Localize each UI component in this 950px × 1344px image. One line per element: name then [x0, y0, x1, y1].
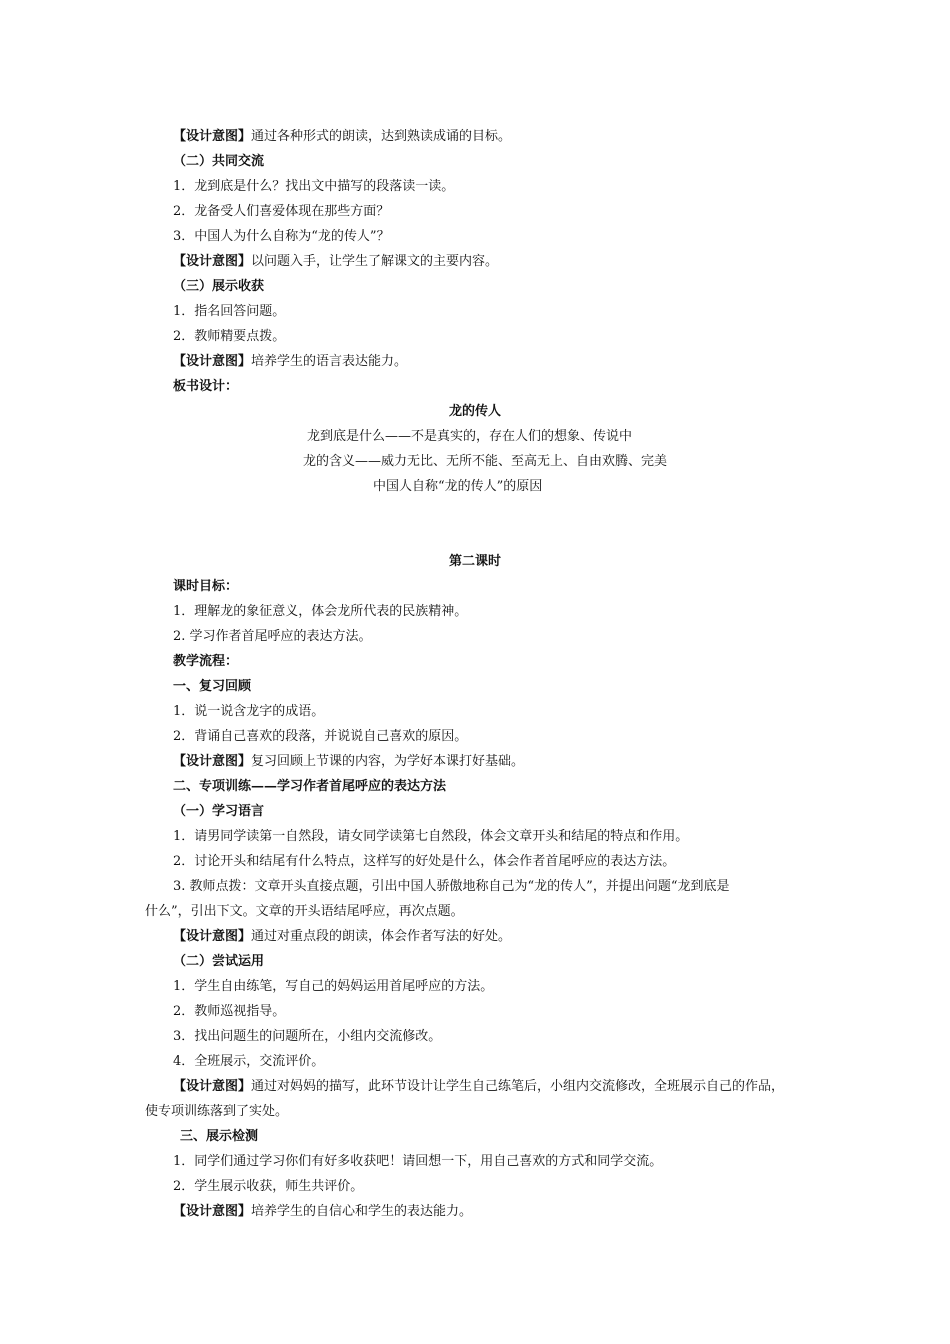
flow-label: 教学流程： [173, 654, 239, 669]
board-line: 龙的含义——威力无比、无所不能、至高无上、自由欢腾、完美 [303, 454, 668, 469]
design-intent-text: 以问题入手，让学生了解课文的主要内容。 [251, 254, 499, 269]
board-line: 中国人自称“龙的传人”的原因 [373, 479, 543, 494]
design-intent-paragraph [173, 353, 407, 371]
design-intent-label: 【设计意图】 [173, 354, 252, 369]
section-heading: （二）共同交流 [173, 154, 265, 169]
list-item: 4．全班展示，交流评价。 [173, 1054, 325, 1069]
subsection-heading: （一）学习语言 [173, 804, 265, 819]
goals-label: 课时目标： [173, 579, 239, 594]
list-item-continuation: 什么”，引出下文。文章的开头语结尾呼应，再次点题。 [145, 904, 464, 919]
design-intent-label: 【设计意图】 [173, 754, 252, 769]
list-item: 1．指名回答问题。 [173, 304, 286, 319]
design-intent-paragraph [173, 928, 511, 946]
lesson-title: 第二课时 [448, 554, 501, 569]
list-item: 2．背诵自己喜欢的段落，并说说自己喜欢的原因。 [173, 729, 468, 744]
goal-item: 1．理解龙的象征意义，体会龙所代表的民族精神。 [173, 604, 468, 619]
list-item: 1．请男同学读第一自然段，请女同学读第七自然段，体会文章开头和结尾的特点和作用。 [173, 829, 689, 844]
list-item: 1．说一说含龙字的成语。 [173, 704, 325, 719]
design-intent-label: 【设计意图】 [173, 929, 252, 944]
list-item: 3．中国人为什么自称为“龙的传人”？ [173, 229, 390, 244]
design-intent-label: 【设计意图】 [173, 254, 252, 269]
list-item: 2．龙备受人们喜爱体现在那些方面？ [173, 204, 390, 219]
design-intent-paragraph [173, 1078, 784, 1096]
design-intent-paragraph [173, 753, 524, 771]
design-intent-text: 培养学生的语言表达能力。 [251, 354, 408, 369]
design-intent-text: 通过对重点段的朗读，体会作者写法的好处。 [251, 929, 512, 944]
list-item: 2．教师巡视指导。 [173, 1004, 286, 1019]
subsection-heading: （二）尝试运用 [173, 954, 265, 969]
design-intent-paragraph [173, 253, 498, 271]
design-intent-text: 培养学生的自信心和学生的表达能力。 [251, 1204, 473, 1219]
part-heading: 三、展示检测 [180, 1129, 259, 1144]
design-intent-paragraph [173, 128, 511, 146]
board-line: 龙到底是什么——不是真实的，存在人们的想象、传说中 [307, 429, 633, 444]
list-item: 3. 教师点拨：文章开头直接点题，引出中国人骄傲地称自己为“龙的传人”，并提出问题“龙到底是 [173, 879, 730, 894]
part-heading: 一、复习回顾 [173, 679, 252, 694]
list-item: 3．找出问题生的问题所在，小组内交流修改。 [173, 1029, 442, 1044]
list-item: 1．学生自由练笔，写自己的妈妈运用首尾呼应的方法。 [173, 979, 494, 994]
design-intent-continuation: 使专项训练落到了实处。 [145, 1104, 289, 1119]
list-item: 2．讨论开头和结尾有什么特点，这样写的好处是什么，体会作者首尾呼应的表达方法。 [173, 854, 676, 869]
design-intent-text: 通过各种形式的朗读，达到熟读成诵的目标。 [251, 129, 512, 144]
design-intent-label: 【设计意图】 [173, 1204, 252, 1219]
design-intent-paragraph [173, 1203, 472, 1221]
section-heading: （三）展示收获 [173, 279, 265, 294]
board-title: 龙的传人 [448, 404, 501, 419]
design-intent-text: 复习回顾上节课的内容，为学好本课打好基础。 [251, 754, 525, 769]
design-intent-label: 【设计意图】 [173, 129, 252, 144]
list-item: 1．龙到底是什么？找出文中描写的段落读一读。 [173, 179, 455, 194]
design-intent-text: 通过对妈妈的描写，此环节设计让学生自己练笔后，小组内交流修改，全班展示自己的作品， [251, 1079, 785, 1094]
list-item: 1．同学们通过学习你们有好多收获吧！请回想一下，用自己喜欢的方式和同学交流。 [173, 1154, 663, 1169]
list-item: 2．学生展示收获，师生共评价。 [173, 1179, 364, 1194]
design-intent-label: 【设计意图】 [173, 1079, 252, 1094]
goal-item: 2. 学习作者首尾呼应的表达方法。 [173, 629, 372, 644]
part-heading: 二、专项训练——学习作者首尾呼应的表达方法 [173, 779, 447, 794]
board-design-label: 板书设计： [173, 379, 239, 394]
list-item: 2．教师精要点拨。 [173, 329, 286, 344]
